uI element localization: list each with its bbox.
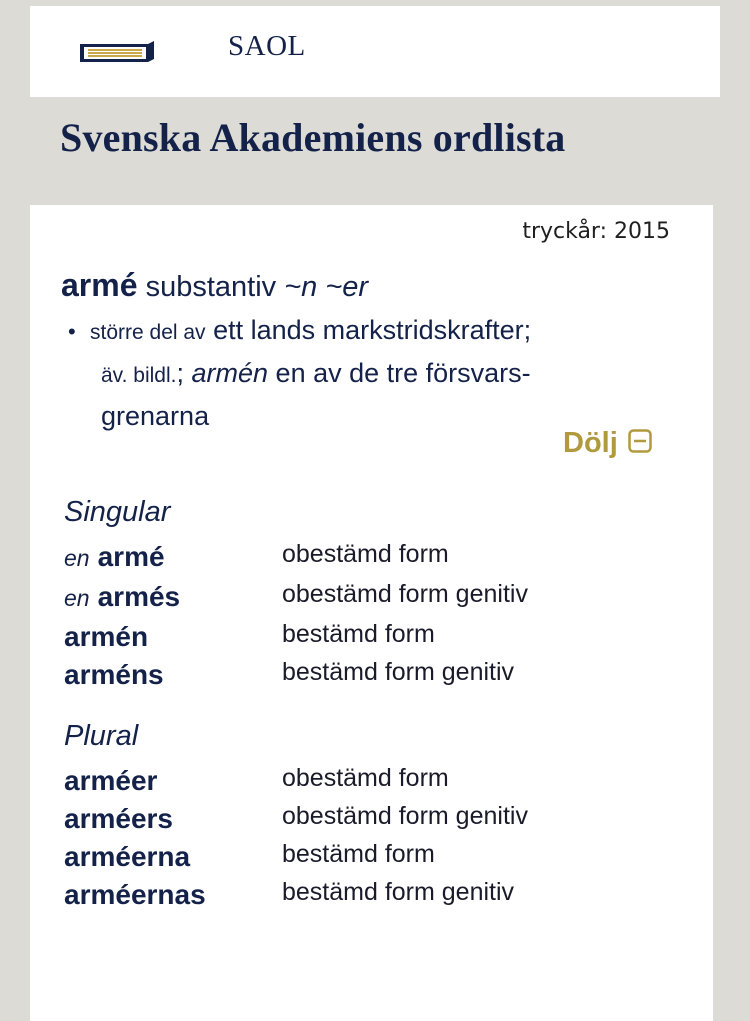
word-form [64, 879, 206, 911]
form-text: arméerna [64, 841, 191, 872]
hide-inflections-button[interactable] [563, 427, 652, 460]
form-description: obestämd form [282, 540, 449, 568]
singular-label: Singular [64, 496, 171, 528]
plural-label: Plural [64, 720, 139, 752]
inflection-row [64, 575, 664, 613]
inflection-row [64, 835, 664, 873]
inflection-row [64, 615, 664, 653]
inflection-row [64, 535, 664, 573]
definition-text: ett lands markstridskrafter; [205, 315, 532, 345]
header-bar [30, 6, 720, 97]
collapse-icon [628, 429, 652, 453]
inflection-row [64, 873, 664, 911]
form-description: obestämd form genitiv [282, 580, 528, 608]
word-form [64, 803, 173, 835]
form-description: obestämd form genitiv [282, 802, 528, 830]
form-description: bestämd form [282, 620, 435, 648]
site-title: Svenska Akademiens ordlista [60, 115, 566, 160]
separator: ; [176, 358, 184, 388]
form-text: armé [97, 541, 165, 572]
word-form [64, 621, 148, 653]
form-description: bestämd form [282, 840, 435, 868]
example-text: en av de tre försvars- [268, 358, 531, 388]
form-text: armén [64, 621, 149, 652]
definition-line-1 [68, 310, 668, 353]
word-form [64, 659, 164, 691]
example-text-cont: grenarna [101, 401, 210, 431]
logo-text[interactable]: SAOL [228, 30, 306, 62]
article: en [64, 545, 90, 571]
headword: armé [61, 267, 138, 303]
form-text: arméns [64, 659, 164, 690]
print-year: tryckår: 2015 [522, 219, 670, 244]
inflection-row [64, 653, 664, 691]
inflection-row [64, 797, 664, 835]
inflection-pattern: ~n ~er [284, 271, 369, 303]
form-description: bestämd form genitiv [282, 878, 515, 906]
form-text: armés [97, 581, 181, 612]
usage-note: äv. bildl. [101, 364, 177, 387]
definition-prefix: större del av [90, 321, 206, 344]
form-text: arméers [64, 803, 173, 834]
definition [68, 310, 668, 436]
entry-card [30, 205, 713, 1021]
form-description: bestämd form genitiv [282, 658, 515, 686]
form-text: arméernas [64, 879, 206, 910]
entry-headline [61, 267, 368, 304]
form-description: obestämd form [282, 764, 449, 792]
article: en [64, 585, 90, 611]
inflection-row [64, 759, 664, 797]
word-form [64, 765, 157, 797]
definition-line-2 [68, 353, 668, 396]
form-text: arméer [64, 765, 158, 796]
example-word: armén [191, 358, 269, 388]
book-icon[interactable] [76, 38, 158, 64]
word-form [64, 841, 190, 873]
part-of-speech: substantiv [145, 271, 277, 303]
word-form [64, 581, 180, 613]
bullet-icon: • [68, 319, 76, 344]
hide-label: Dölj [563, 427, 618, 459]
word-form [64, 541, 165, 573]
